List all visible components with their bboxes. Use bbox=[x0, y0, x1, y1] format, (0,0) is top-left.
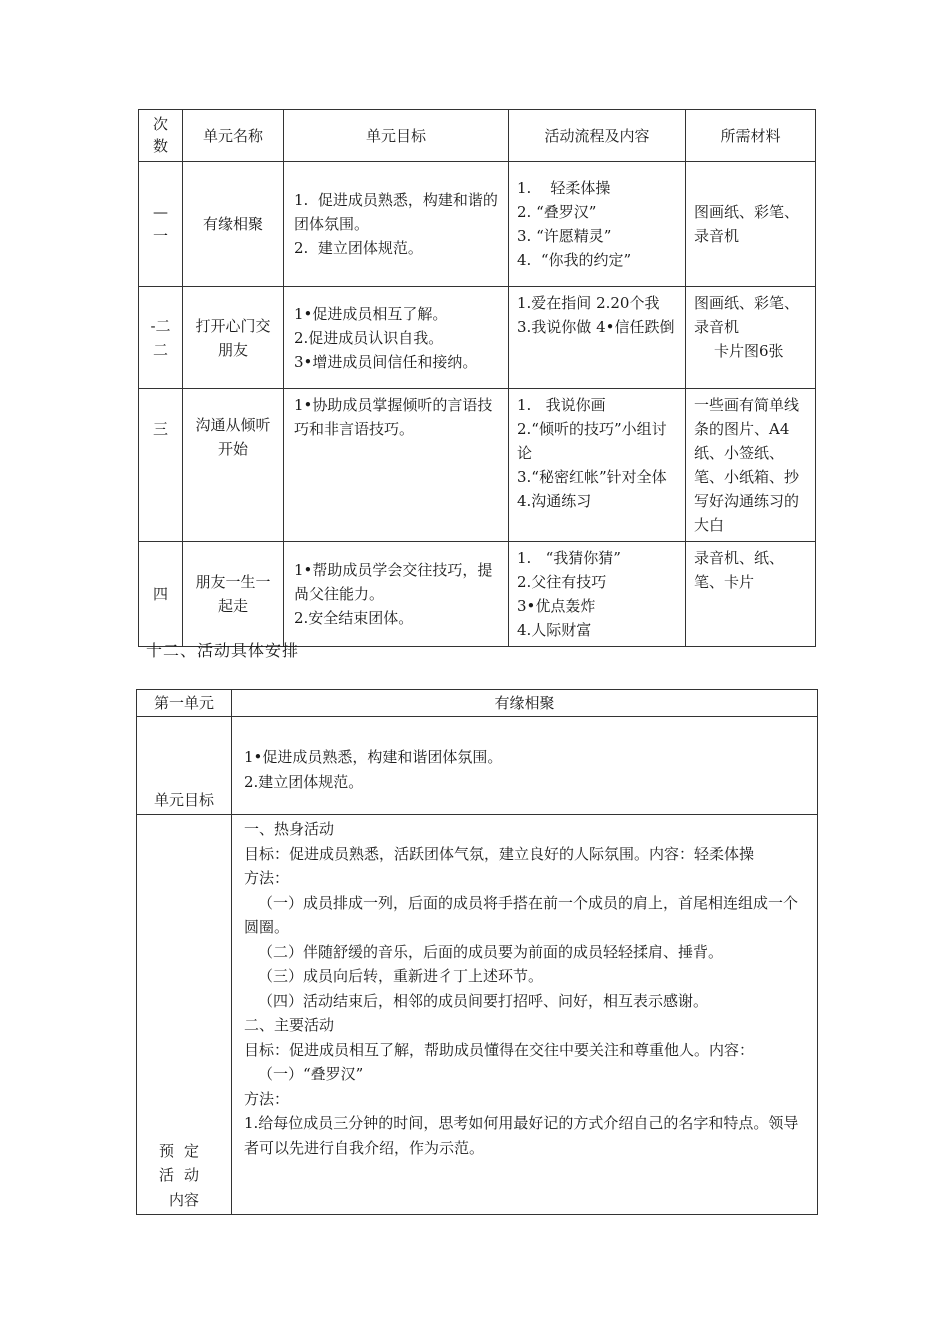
unit-plan-table bbox=[138, 109, 816, 647]
activity-flow: 1. 我说你画 2.“倾听的技巧”小组讨论 3.“秘密红帐”针对全体 4.沟通练习 bbox=[509, 389, 686, 542]
unit-goal: 1. 促进成员熟悉，构建和谐的团体氛围。 2. 建立团体规范。 bbox=[284, 162, 509, 287]
section-heading: 十二、活动具体安排 bbox=[146, 641, 300, 660]
header-activity-flow: 活动流程及内容 bbox=[509, 110, 686, 162]
session-number: -二 二 bbox=[139, 287, 183, 389]
table-row bbox=[139, 389, 816, 542]
header-unit-goal: 单元目标 bbox=[284, 110, 509, 162]
goal-label: 单元目标 bbox=[137, 717, 232, 815]
unit-name: 有缘相聚 bbox=[232, 690, 818, 717]
materials: 一些画有简单线条的图片、A4纸、小签纸、笔、小纸箱、抄写好沟通练习的大白 bbox=[686, 389, 816, 542]
activity-detail-table bbox=[136, 689, 818, 1215]
activity-flow: 1.爱在指间 2.20个我 3.我说你做 4•信任跌倒 bbox=[509, 287, 686, 389]
header-session-number: 次数 bbox=[139, 110, 183, 162]
session-number: 四 bbox=[139, 542, 183, 647]
header-unit-name: 单元名称 bbox=[183, 110, 284, 162]
activity-flow: 1. “我猜你猜” 2.父往有技巧 3•优点轰炸 4.人际财富 bbox=[509, 542, 686, 647]
header-materials: 所需材料 bbox=[686, 110, 816, 162]
unit-goal: 1•帮助成员学会交往技巧，提咼父往能力。 2.安全结束团体。 bbox=[284, 542, 509, 647]
unit-name: 沟通从倾听开始 bbox=[183, 389, 284, 542]
activity-content: 一、热身活动 目标：促进成员熟悉，活跃团体气氛，建立良好的人际氛围。内容：轻柔体操 方法： （一）成员排成一列，后面的成员将手搭在前一个成员的肩上，首尾相连组成一个圆圈。 （二）伴随舒缓的音乐，后面的成员要为前面的成员轻轻揉肩、捶背。 （三）成员向后转，重新进彳丁上述环节。 （四）活动结束后，相邻的成员间要打招呼、问好，相互表示感谢。 二、主要活动 目标：促进成员相互了解，帮助成员懂得在交往中要关注和尊重他人。内容： （一）“叠罗汉” 方法： 1.给每位成员三分钟的时间，思考如何用最好记的方式介绍自己的名字和特点。领导者可以先进行自我介绍，作为示范。 bbox=[232, 815, 818, 1215]
activity-flow: 1. 轻柔体操 2. “叠罗汉” 3. “许愿精灵” 4. “你我的约定” bbox=[509, 162, 686, 287]
unit-goal: 1•协助成员掌握倾听的言语技巧和非言语技巧。 bbox=[284, 389, 509, 542]
content-label: 预定 活动 内容 bbox=[137, 815, 232, 1215]
materials: 录音机、纸、笔、卡片 bbox=[686, 542, 816, 647]
table-row bbox=[139, 542, 816, 647]
goal-content: 1•促进成员熟悉，构建和谐团体氛围。 2.建立团体规范。 bbox=[232, 717, 818, 815]
unit-goal: 1•促进成员相互了解。 2.促进成员认识自我。 3•增进成员间信任和接纳。 bbox=[284, 287, 509, 389]
content-row bbox=[137, 815, 818, 1215]
session-number: — 一 bbox=[139, 162, 183, 287]
materials: 图画纸、彩笔、录音机 卡片图6张 bbox=[686, 287, 816, 389]
session-number: 三 bbox=[139, 389, 183, 542]
unit-name: 有缘相聚 bbox=[183, 162, 284, 287]
table-header-row bbox=[139, 110, 816, 162]
unit-name: 朋友一生一起走 bbox=[183, 542, 284, 647]
unit-name: 打开心门交朋友 bbox=[183, 287, 284, 389]
unit-goal-row bbox=[137, 717, 818, 815]
unit-title-row bbox=[137, 690, 818, 717]
unit-label: 第一单元 bbox=[137, 690, 232, 717]
table-row bbox=[139, 287, 816, 389]
table-row bbox=[139, 162, 816, 287]
materials: 图画纸、彩笔、录音机 bbox=[686, 162, 816, 287]
